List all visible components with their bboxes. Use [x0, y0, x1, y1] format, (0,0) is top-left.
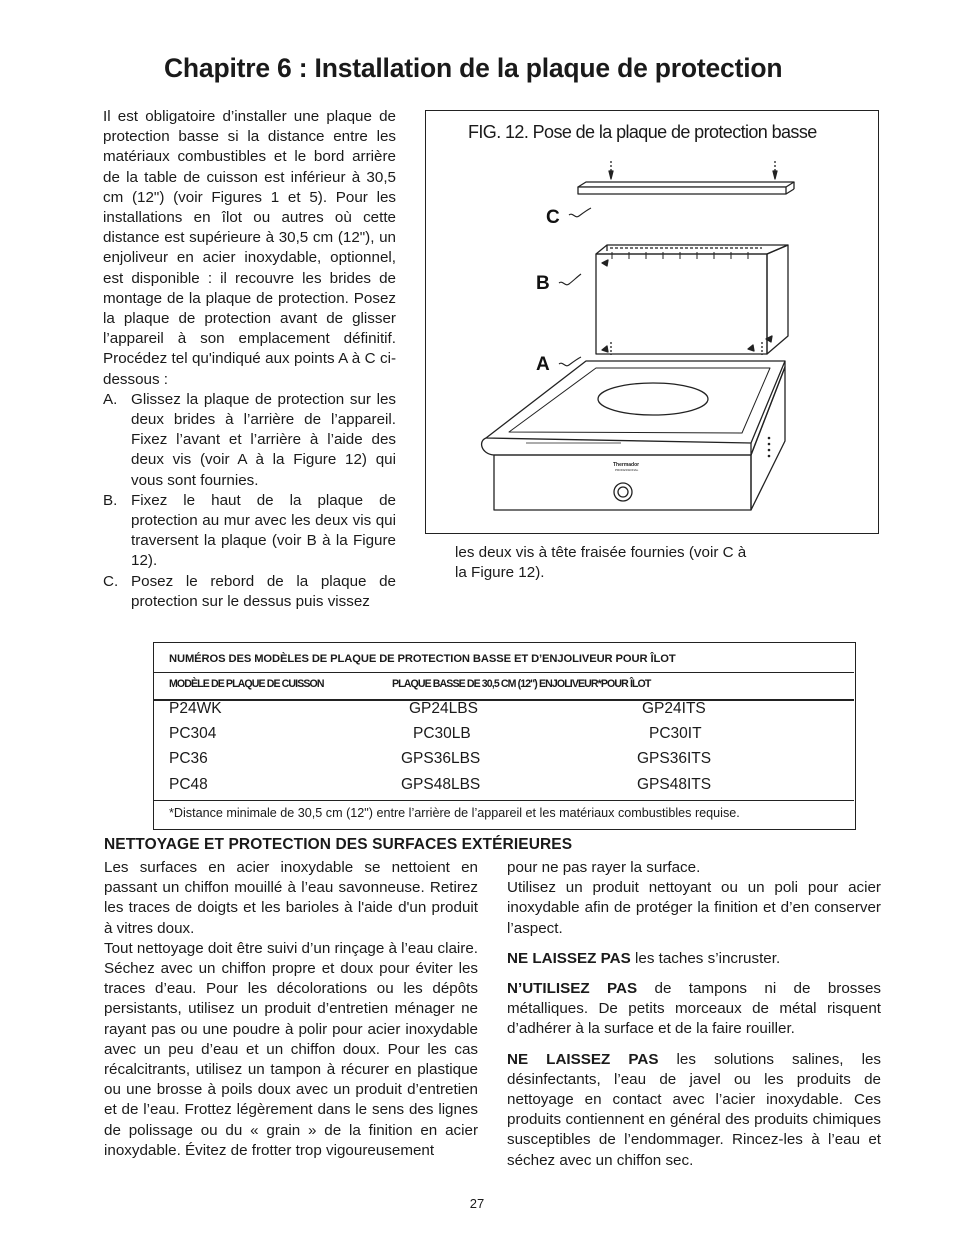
- brand-logo: Thermador: [613, 462, 640, 468]
- warning-text: de tampons ni de brosses métalliques. De petits morceaux de métal risquent d’adhérer à la surface et de la faire rouiller.: [507, 980, 881, 1038]
- warning-chemicals: [507, 1050, 881, 1171]
- intro-column: [103, 107, 396, 612]
- table-title: NUMÉROS DES MODÈLES DE PLAQUE DE PROTECTION BASSE ET D’ENJOLIVEUR POUR ÎLOT: [169, 653, 676, 665]
- warning-text: les taches s’incruster.: [630, 949, 781, 967]
- table-cell: PC304: [169, 725, 217, 742]
- step-letter: A.: [103, 390, 118, 408]
- step-b: [103, 491, 396, 572]
- table-rule: [154, 672, 854, 673]
- mounting-screws: [602, 342, 762, 355]
- label-b: B: [536, 273, 550, 294]
- step-c-continuation: les deux vis à tête fraisée fournies (voir C à la Figure 12).: [455, 544, 747, 582]
- cleaning-heading: NETTOYAGE ET PROTECTION DES SURFACES EXTÉRIEURES: [104, 836, 573, 853]
- label-a: A: [536, 354, 550, 375]
- table-cell: GPS48LBS: [401, 776, 481, 793]
- table-rule: [154, 699, 854, 701]
- cleaning-right-column: [507, 858, 881, 1171]
- table-cell: PC30LB: [413, 725, 471, 742]
- figure-12: [425, 110, 879, 534]
- warning-stains: [507, 949, 881, 969]
- step-text: Fixez le haut de la plaque de protection au mur avec les deux vis qui traversent la plaque (voir B à la Figure 12).: [131, 491, 396, 570]
- table-cell: P24WK: [169, 700, 222, 717]
- cleaning-left-column: [104, 858, 478, 1161]
- table-cell: GP24ITS: [642, 700, 706, 717]
- warning-label: NE LAISSEZ PAS: [507, 949, 631, 967]
- brand-sub: PROFESSIONAL: [615, 468, 639, 472]
- cleaning-paragraph: pour ne pas rayer la surface.: [507, 859, 701, 876]
- table-cell: PC30IT: [649, 725, 702, 742]
- table-rule: [154, 800, 854, 801]
- step-text: Posez le rebord de la plaque de protection sur le dessus puis vissez: [131, 572, 396, 610]
- cooktop-appliance: [482, 361, 785, 510]
- warning-label: NE LAISSEZ PAS: [507, 1050, 659, 1068]
- backguard-panel: [596, 245, 788, 354]
- table-cell: PC48: [169, 776, 208, 793]
- backguard-installation-diagram: [426, 111, 877, 532]
- step-text: Glissez la plaque de protection sur les deux brides à l’arrière de l’appareil. Fixez l’avant et l’arrière à l’aide des deux vis (voir A à la Figure 12) qui vous sont fournies.: [131, 390, 396, 489]
- cleaning-paragraph: Utilisez un produit nettoyant ou un poli pour acier inoxydable afin de protéger la finition et d’en conserver l’aspect.: [507, 879, 881, 937]
- label-c: C: [546, 207, 560, 228]
- table-col-header: PLAQUE BASSE DE 30,5 CM (12") ENJOLIVEUR*POUR ÎLOT: [392, 678, 651, 690]
- page-number: 27: [469, 1196, 485, 1211]
- warning-label: N’UTILISEZ PAS: [507, 980, 638, 998]
- table-cell: GPS36LBS: [401, 750, 481, 767]
- step-letter: C.: [103, 572, 119, 590]
- pointer-a: [559, 357, 581, 366]
- model-table: [153, 642, 856, 830]
- cleaning-paragraph: Tout nettoyage doit être suivi d’un rinçage à l’eau claire. Séchez avec un chiffon propre et doux pour éviter les traces d’eau. Pour les décolorations ou les dépôts persistants, utilisez un produit d’entretien ménager ne rayant pas ou une poudre à polir pour acier inoxydable avec un peu d’eau et un chiffon doux. Pour les cas récalcitrants, utilisez un tampon à récurer en plastique ou une brosse à poils doux avec un produit d’entretien et de l’eau. Frottez légèrement dans le sens des lignes de polissage ou du « grain » de la finition en acier inoxydable. Évitez de frotter trop vigoureusement: [104, 939, 479, 1159]
- page-title: Chapitre 6 : Installation de la plaque de protection: [164, 53, 783, 83]
- warning-brushes: [507, 979, 881, 1040]
- step-letter: B.: [103, 491, 118, 509]
- table-col-header: MODÈLE DE PLAQUE DE CUISSON: [169, 678, 324, 690]
- table-footnote: *Distance minimale de 30,5 cm (12") entre l’arrière de l’appareil et les matériaux combustibles requise.: [169, 806, 740, 820]
- cleaning-paragraph: Les surfaces en acier inoxydable se nettoient en passant un chiffon mouillé à l’eau savonneuse. Retirez les traces de doigts et les barioles à l'aide d'un produit à vitres doux.: [104, 859, 478, 937]
- table-cell: GP24LBS: [409, 700, 478, 717]
- table-cell: PC36: [169, 750, 208, 767]
- pointer-b: [559, 274, 581, 285]
- figure-title: FIG. 12. Pose de la plaque de protection basse: [468, 122, 817, 142]
- step-a: [103, 390, 396, 491]
- cap-piece: [578, 161, 794, 194]
- step-c: [103, 572, 396, 612]
- intro-paragraph: Il est obligatoire d’installer une plaque de protection basse si la distance entre les matériaux combustibles et le bord arrière de la table de cuisson est inférieur à 30,5 cm (12") (voir Figures 1 et 5). Pour les installations en îlot ou autres où cette distance est supérieure à 30,5 cm (12"), un enjoliveur en acier inoxydable, optionnel, est disponible : il recouvre les brides de montage de la plaque de protection. Posez la plaque de protection avant de glisser l’appareil à son emplacement définitif. Procédez tel qu'indiqué aux points A à C ci-dessous :: [103, 108, 396, 388]
- table-cell: GPS48ITS: [637, 776, 712, 793]
- warning-text: les solutions salines, les désinfectants, l’eau de javel ou les produits de nettoyage en contact avec l’acier inoxydable. Ces produits contiennent en général des produits chimiques susceptibles de l’endommager. Rincez-les à l’eau et séchez avec un chiffon sec.: [507, 1050, 881, 1169]
- pointer-c: [569, 208, 591, 217]
- table-cell: GPS36ITS: [637, 750, 712, 767]
